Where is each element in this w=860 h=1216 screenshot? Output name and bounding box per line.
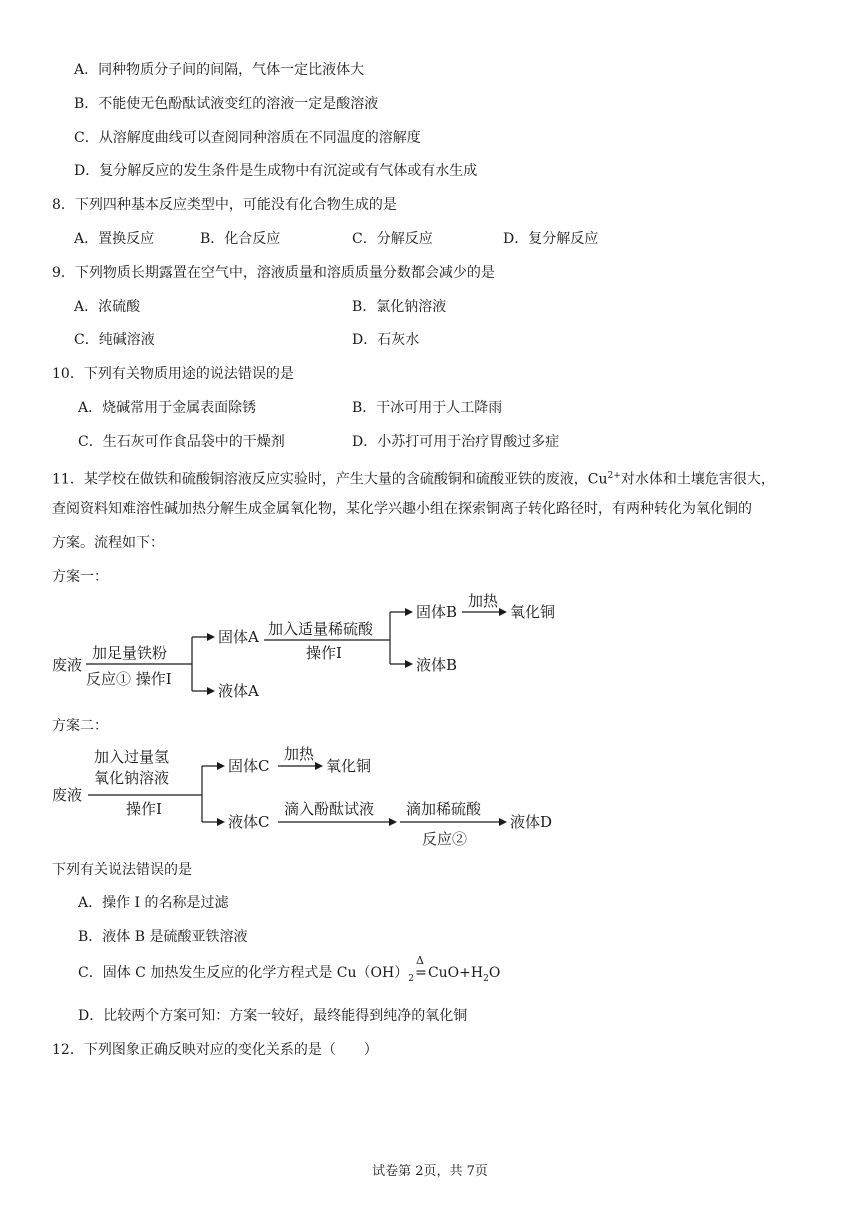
q11-stem-line1: 11．某学校在做铁和硫酸铜溶液反应实验时，产生大量的含硫酸铜和硫酸亚铁的废液，$Cu^{2+}$对水体和土壤危害很大， <box>52 471 775 488</box>
q7-option-c: C．从溶解度曲线可以查阅同种溶质在不同温度的溶解度 <box>74 130 421 146</box>
plan2-label: 方案二： <box>52 718 108 734</box>
q7-option-b: B．不能使无色酚酞试液变红的溶液一定是酸溶液 <box>74 96 379 112</box>
plan1-step1-bottom: 反应① 操作I <box>86 670 172 688</box>
q10-option-c: C．生石灰可作食品袋中的干燥剂 <box>78 434 285 450</box>
q8-option-d: D．复分解反应 <box>503 231 599 247</box>
plan2-waste: 废液 <box>52 786 83 804</box>
plan2-step1-top2: 氧化钠溶液 <box>94 769 170 787</box>
plan2-step2: 滴入酚酞试液 <box>284 800 375 818</box>
q8-option-a: A．置换反应 <box>74 231 155 247</box>
plan1-liquid-b: 液体B <box>416 656 458 674</box>
plan1-step2-top: 加入适量稀硫酸 <box>268 620 374 638</box>
q10-option-a: A．烧碱常用于金属表面除锈 <box>78 400 257 416</box>
q11-option-a: A．操作 I 的名称是过滤 <box>78 895 229 911</box>
q10-option-b: B．干冰可用于人工降雨 <box>352 400 503 416</box>
q9-option-c: C．纯碱溶液 <box>74 332 155 348</box>
plan1-heat: 加热 <box>468 592 499 610</box>
q8-stem: 8．下列四种基本反应类型中，可能没有化合物生成的是 <box>52 197 397 213</box>
plan2-liquid-c: 液体C <box>228 813 270 831</box>
plan2-solid-c: 固体C <box>228 757 270 775</box>
q12-stem: 12．下列图象正确反映对应的变化关系的是（ ） <box>52 1042 378 1058</box>
q9-stem: 9．下列物质长期露置在空气中，溶液质量和溶质质量分数都会减少的是 <box>52 265 495 281</box>
plan1-cuo: 氧化铜 <box>510 603 556 621</box>
plan1-liquid-a: 液体A <box>218 682 259 700</box>
plan1-solid-a: 固体A <box>218 628 259 646</box>
plan2-step3-bottom: 反应② <box>422 830 468 848</box>
q9-option-d: D．石灰水 <box>352 332 420 348</box>
q9-option-a: A．浓硫酸 <box>74 299 141 315</box>
q11-option-c: C．固体 C 加热发生反应的化学方程式是 $Cu(OH)_2$ Δ $=CuO+H_2O$ <box>78 963 500 989</box>
plan1-flowchart <box>50 590 580 710</box>
q9-option-b: B．氯化钠溶液 <box>352 299 447 315</box>
plan2-step3-top: 滴加稀硫酸 <box>406 800 482 818</box>
plan2-step1-top1: 加入过量氢 <box>94 748 170 766</box>
plan2-step1-bottom: 操作I <box>126 800 162 818</box>
q7-option-a: A．同种物质分子间的间隔，气体一定比液体大 <box>74 62 365 78</box>
plan1-label: 方案一： <box>52 569 108 585</box>
q11-stem-line2: 查阅资料知难溶性碱加热分解生成金属氧化物，某化学兴趣小组在探索铜离子转化路径时，有两种转化为氧化铜的 <box>52 501 752 517</box>
q10-stem: 10．下列有关物质用途的说法错误的是 <box>52 366 294 382</box>
plan2-cuo: 氧化铜 <box>326 757 372 775</box>
q11-option-b: B．液体 B 是硫酸亚铁溶液 <box>78 929 248 945</box>
q11-stem2: 下列有关说法错误的是 <box>52 862 192 878</box>
heat-delta-symbol: Δ <box>415 954 424 967</box>
q8-option-c: C．分解反应 <box>352 231 433 247</box>
plan2-flowchart <box>50 740 580 855</box>
q8-option-b: B．化合反应 <box>200 231 281 247</box>
plan1-step1-top: 加足量铁粉 <box>92 644 168 662</box>
page-footer: 试卷第 2页，共 7页 <box>372 1164 488 1179</box>
q7-option-d: D．复分解反应的发生条件是生成物中有沉淀或有气体或有水生成 <box>74 163 478 179</box>
q11-option-d: D．比较两个方案可知：方案一较好，最终能得到纯净的氧化铜 <box>78 1008 468 1024</box>
plan1-waste: 废液 <box>52 656 83 674</box>
plan2-heat: 加热 <box>284 745 315 763</box>
plan1-step2-bottom: 操作I <box>306 644 342 662</box>
q10-option-d: D．小苏打可用于治疗胃酸过多症 <box>352 434 560 450</box>
plan1-solid-b: 固体B <box>416 603 458 621</box>
q11-stem-line3: 方案。流程如下： <box>52 535 164 551</box>
plan2-liquid-d: 液体D <box>510 813 553 831</box>
